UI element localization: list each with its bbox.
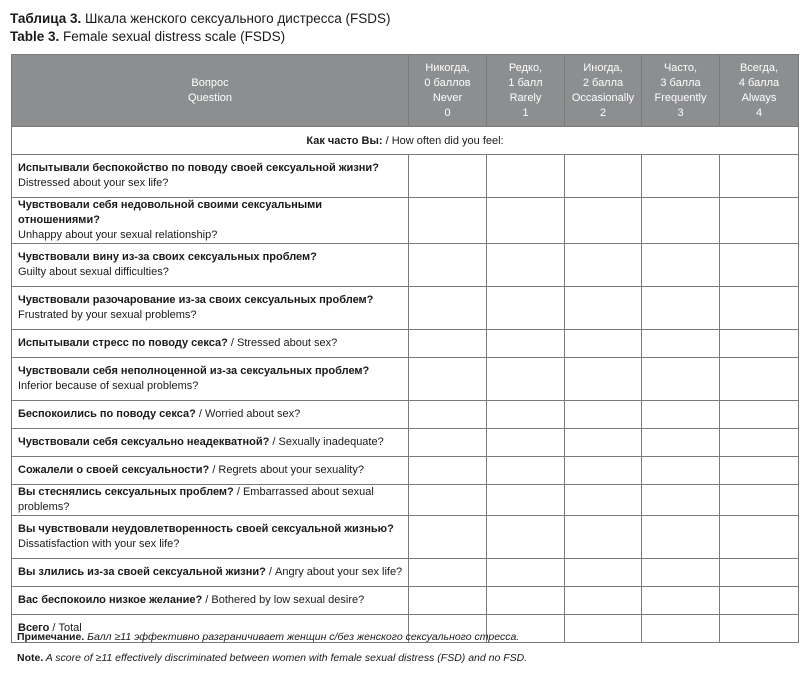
header-option-never xyxy=(409,55,487,127)
question-cell xyxy=(12,244,409,287)
table-row xyxy=(12,358,799,401)
question-ru: Испытывали беспокойство по поводу своей сексуальной жизни? xyxy=(18,162,379,174)
question-cell xyxy=(12,559,409,587)
question-en: / Worried about sex? xyxy=(195,408,301,420)
header-option-always xyxy=(720,55,799,127)
caption-english-label: Table 3. xyxy=(10,29,60,44)
answer-cell[interactable] xyxy=(409,457,487,485)
question-en: Unhappy about your sexual relationship? xyxy=(18,229,218,241)
question-ru: Вы стеснялись сексуальных проблем? xyxy=(18,486,234,498)
answer-cell[interactable] xyxy=(487,198,565,244)
answer-cell[interactable] xyxy=(409,287,487,330)
answer-cell[interactable] xyxy=(642,287,720,330)
answer-cell[interactable] xyxy=(487,457,565,485)
header-option-ru-points: 2 балла xyxy=(582,76,624,89)
answer-cell[interactable] xyxy=(487,358,565,401)
answer-cell[interactable] xyxy=(409,198,487,244)
table-row xyxy=(12,559,799,587)
question-cell xyxy=(12,155,409,198)
answer-cell[interactable] xyxy=(720,516,799,559)
answer-cell[interactable] xyxy=(487,516,565,559)
answer-cell[interactable] xyxy=(487,244,565,287)
answer-cell[interactable] xyxy=(720,244,799,287)
answer-cell[interactable] xyxy=(409,559,487,587)
header-option-ru-label: Иногда, xyxy=(583,61,623,74)
answer-cell[interactable] xyxy=(487,559,565,587)
question-en: / Bothered by low sexual desire? xyxy=(202,594,365,606)
answer-cell[interactable] xyxy=(720,330,799,358)
header-option-score: 3 xyxy=(677,106,684,119)
header-option-ru-points: 0 баллов xyxy=(424,76,471,89)
answer-cell[interactable] xyxy=(487,485,565,516)
table-row xyxy=(12,457,799,485)
table-notes xyxy=(17,630,797,672)
subheader-en: / How often did you feel: xyxy=(382,134,504,147)
header-option-frequently xyxy=(642,55,720,127)
answer-cell[interactable] xyxy=(409,485,487,516)
subheader-row xyxy=(12,127,799,155)
answer-cell[interactable] xyxy=(565,330,642,358)
answer-cell[interactable] xyxy=(642,155,720,198)
header-option-score: 0 xyxy=(444,106,451,119)
answer-cell[interactable] xyxy=(487,330,565,358)
caption-russian xyxy=(10,10,800,28)
table-row xyxy=(12,155,799,198)
question-en: Distressed about your sex life? xyxy=(18,177,169,189)
answer-cell[interactable] xyxy=(720,485,799,516)
table-row xyxy=(12,429,799,457)
answer-cell[interactable] xyxy=(565,587,642,615)
answer-cell[interactable] xyxy=(720,198,799,244)
header-option-occasionally xyxy=(565,55,642,127)
answer-cell[interactable] xyxy=(720,155,799,198)
answer-cell[interactable] xyxy=(642,401,720,429)
answer-cell[interactable] xyxy=(565,358,642,401)
question-cell xyxy=(12,429,409,457)
answer-cell[interactable] xyxy=(565,198,642,244)
answer-cell[interactable] xyxy=(409,155,487,198)
question-cell xyxy=(12,198,409,244)
table-row xyxy=(12,587,799,615)
question-ru: Вас беспокоило низкое желание? xyxy=(18,594,203,606)
question-ru: Вы злились из-за своей сексуальной жизни? xyxy=(18,566,266,578)
header-option-en: Never xyxy=(432,91,463,104)
table-row xyxy=(12,244,799,287)
answer-cell[interactable] xyxy=(720,587,799,615)
answer-cell[interactable] xyxy=(642,587,720,615)
table-row xyxy=(12,287,799,330)
caption-russian-text: Шкала женского сексуального дистресса (FSDS) xyxy=(85,11,391,26)
answer-cell[interactable] xyxy=(409,429,487,457)
header-option-ru-label: Редко, xyxy=(508,61,543,74)
answer-cell[interactable] xyxy=(642,516,720,559)
question-cell xyxy=(12,287,409,330)
answer-cell[interactable] xyxy=(642,429,720,457)
question-ru: Чувствовали себя сексуально неадекватной? xyxy=(18,436,270,448)
answer-cell[interactable] xyxy=(642,485,720,516)
question-ru: Всего xyxy=(18,622,50,634)
table-captions xyxy=(10,10,800,46)
note-english-label: Note. xyxy=(17,652,44,664)
header-question xyxy=(12,55,409,127)
answer-cell[interactable] xyxy=(409,330,487,358)
answer-cell[interactable] xyxy=(565,457,642,485)
question-ru: Чувствовали вину из-за своих сексуальных проблем? xyxy=(18,251,317,263)
header-option-en: Always xyxy=(741,91,777,104)
answer-cell[interactable] xyxy=(565,244,642,287)
question-ru: Вы чувствовали неудовлетворенность своей сексуальной жизнью? xyxy=(18,523,394,535)
header-question-ru: Вопрос xyxy=(191,76,229,89)
question-cell xyxy=(12,587,409,615)
answer-cell[interactable] xyxy=(565,155,642,198)
question-ru: Чувствовали разочарование из-за своих сексуальных проблем? xyxy=(18,294,374,306)
answer-cell[interactable] xyxy=(487,287,565,330)
answer-cell[interactable] xyxy=(487,401,565,429)
subheader-ru: Как часто Вы: xyxy=(306,134,383,147)
table-row xyxy=(12,516,799,559)
header-option-ru-points: 4 балла xyxy=(738,76,780,89)
note-russian xyxy=(17,630,797,645)
header-option-en: Rarely xyxy=(509,91,542,104)
note-russian-text: Балл ≥11 эффективно разграничивает женщин с/без женского сексуального стресса. xyxy=(84,631,520,643)
answer-cell[interactable] xyxy=(642,244,720,287)
question-ru: Чувствовали себя неполноценной из-за сексуальных проблем? xyxy=(18,365,370,377)
question-en: / Angry about your sex life? xyxy=(265,566,403,578)
question-en: / Stressed about sex? xyxy=(227,337,338,349)
question-en: / Sexually inadequate? xyxy=(269,436,384,448)
header-option-ru-label: Всегда, xyxy=(739,61,779,74)
header-option-score: 2 xyxy=(599,106,607,119)
question-ru: Чувствовали себя недовольной своими сексуальными отношениями? xyxy=(18,199,323,226)
answer-cell[interactable] xyxy=(565,516,642,559)
answer-cell[interactable] xyxy=(720,287,799,330)
table-row xyxy=(12,330,799,358)
answer-cell[interactable] xyxy=(565,559,642,587)
question-cell xyxy=(12,516,409,559)
question-cell xyxy=(12,457,409,485)
fsds-table xyxy=(11,54,799,643)
question-ru: Испытывали стресс по поводу секса? xyxy=(18,337,228,349)
question-ru: Беспокоились по поводу секса? xyxy=(18,408,196,420)
question-en: / Embarrassed about sexual problems? xyxy=(18,486,374,513)
header-row xyxy=(12,55,799,127)
answer-cell[interactable] xyxy=(720,429,799,457)
answer-cell[interactable] xyxy=(409,587,487,615)
header-option-ru-label: Часто, xyxy=(663,61,698,74)
answer-cell[interactable] xyxy=(565,401,642,429)
answer-cell[interactable] xyxy=(720,401,799,429)
header-option-rarely xyxy=(487,55,565,127)
answer-cell[interactable] xyxy=(720,457,799,485)
answer-cell[interactable] xyxy=(565,485,642,516)
answer-cell[interactable] xyxy=(409,358,487,401)
note-english-text: A score of ≥11 effectively discriminated between women with female sexual distress (FSD) and no FSD. xyxy=(43,652,528,664)
caption-english-text: Female sexual distress scale (FSDS) xyxy=(63,29,286,44)
header-option-en: Occasionally xyxy=(571,91,635,104)
note-russian-label: Примечание. xyxy=(17,631,85,643)
answer-cell[interactable] xyxy=(720,358,799,401)
answer-cell[interactable] xyxy=(487,155,565,198)
question-cell xyxy=(12,485,409,516)
caption-english xyxy=(10,28,800,46)
question-en: / Total xyxy=(49,622,82,634)
question-en: Frustrated by your sexual problems? xyxy=(18,309,197,321)
question-en: Guilty about sexual difficulties? xyxy=(18,266,169,278)
answer-cell[interactable] xyxy=(565,287,642,330)
answer-cell[interactable] xyxy=(409,244,487,287)
answer-cell[interactable] xyxy=(487,587,565,615)
answer-cell[interactable] xyxy=(720,559,799,587)
table-body xyxy=(12,127,799,643)
header-option-ru-points: 3 балла xyxy=(660,76,701,89)
question-en: / Regrets about your sexuality? xyxy=(209,464,364,476)
header-option-score: 1 xyxy=(522,106,529,119)
table-row xyxy=(12,485,799,516)
question-en: Inferior because of sexual problems? xyxy=(18,380,199,392)
answer-cell[interactable] xyxy=(642,457,720,485)
subheader-cell xyxy=(12,127,799,155)
answer-cell[interactable] xyxy=(487,429,565,457)
question-en: Dissatisfaction with your sex life? xyxy=(18,538,180,550)
answer-cell[interactable] xyxy=(642,358,720,401)
answer-cell[interactable] xyxy=(565,429,642,457)
question-cell xyxy=(12,358,409,401)
header-option-score: 4 xyxy=(755,106,763,119)
caption-russian-label: Таблица 3. xyxy=(10,11,82,26)
header-question-en: Question xyxy=(187,91,233,104)
answer-cell[interactable] xyxy=(409,401,487,429)
question-ru: Сожалели о своей сексуальности? xyxy=(18,464,210,476)
header-option-ru-points: 1 балл xyxy=(508,76,543,89)
table-row xyxy=(12,401,799,429)
header-option-ru-label: Никогда, xyxy=(425,61,470,74)
question-cell xyxy=(12,401,409,429)
answer-cell[interactable] xyxy=(642,559,720,587)
table-row xyxy=(12,198,799,244)
header-option-en: Frequently xyxy=(654,91,707,104)
answer-cell[interactable] xyxy=(409,516,487,559)
note-english xyxy=(17,651,797,666)
question-cell xyxy=(12,330,409,358)
fsds-table-wrapper xyxy=(11,54,799,643)
answer-cell[interactable] xyxy=(642,330,720,358)
answer-cell[interactable] xyxy=(642,198,720,244)
